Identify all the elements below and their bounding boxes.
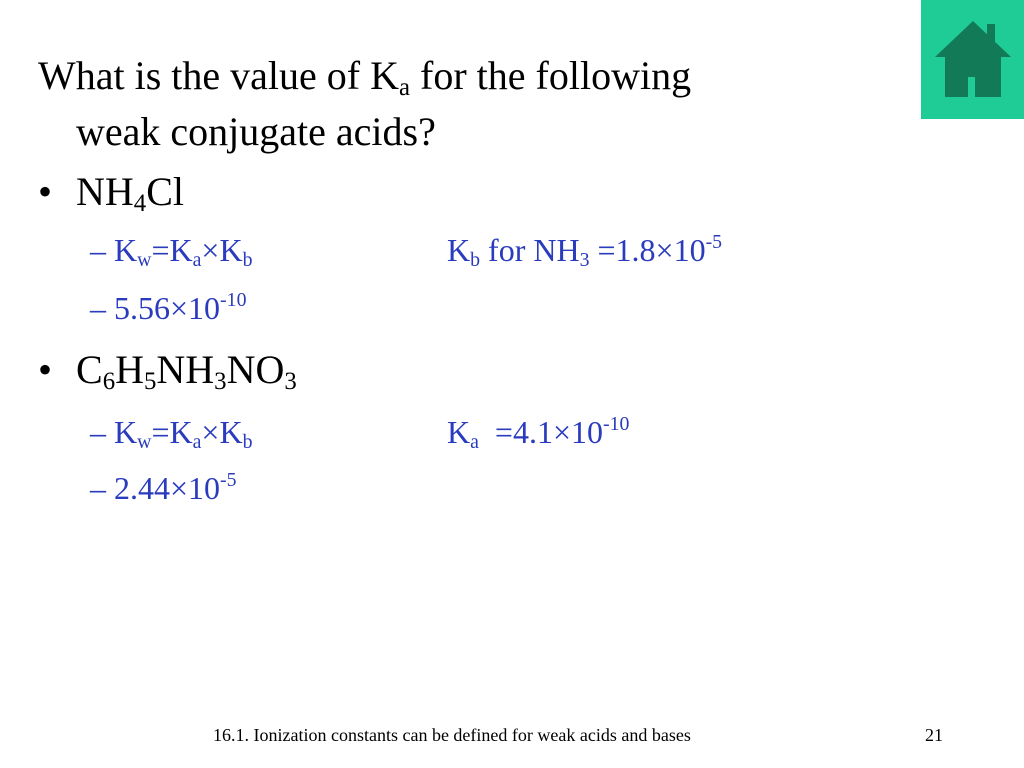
footer-title: 16.1. Ionization constants can be defined for weak acids and bases — [213, 725, 691, 745]
answer-value: $5.56\times 10^{-10}$ — [114, 289, 247, 326]
sub-item-relation-2 — [90, 412, 630, 453]
bullet-item-c6h5nh3no3 — [38, 346, 297, 394]
dash-marker: – — [90, 414, 106, 450]
bullet-marker: • — [38, 347, 53, 392]
given-ka: $K_a =4.1\times 10^{-10}$ — [447, 413, 630, 453]
question-subscript: a — [399, 74, 411, 102]
kw-relation: $K_w=K_a\times K_b$ — [114, 414, 253, 453]
sub-item-answer-2 — [90, 468, 237, 508]
answer-value: $2.44\times 10^{-5}$ — [114, 469, 237, 506]
dash-marker: – — [90, 232, 106, 268]
bullet-item-nh4cl — [38, 168, 184, 216]
page-number: 21 — [925, 725, 943, 745]
question-line2: weak conjugate acids? — [76, 109, 436, 154]
question-line1-part2: for the following — [410, 53, 692, 98]
home-button[interactable] — [921, 0, 1024, 119]
question-text — [38, 48, 858, 160]
sub-item-relation-1 — [90, 230, 723, 271]
dash-marker: – — [90, 470, 106, 506]
given-kb-nh3: $K_b$ for $NH_3 =1.8\times 10^{-5}$ — [447, 231, 723, 271]
kw-relation: $K_w=K_a\times K_b$ — [114, 232, 253, 271]
dash-marker: – — [90, 290, 106, 326]
bullet-marker: • — [38, 169, 53, 214]
sub-item-answer-1 — [90, 288, 246, 328]
formula-nh4cl: $NH_4Cl$ — [76, 169, 184, 218]
formula-c6h5nh3no3: $C_6H_5NH_3NO_3$ — [76, 347, 297, 396]
question-line1-part1: What is the value of K — [38, 53, 399, 98]
house-icon — [921, 0, 1024, 119]
